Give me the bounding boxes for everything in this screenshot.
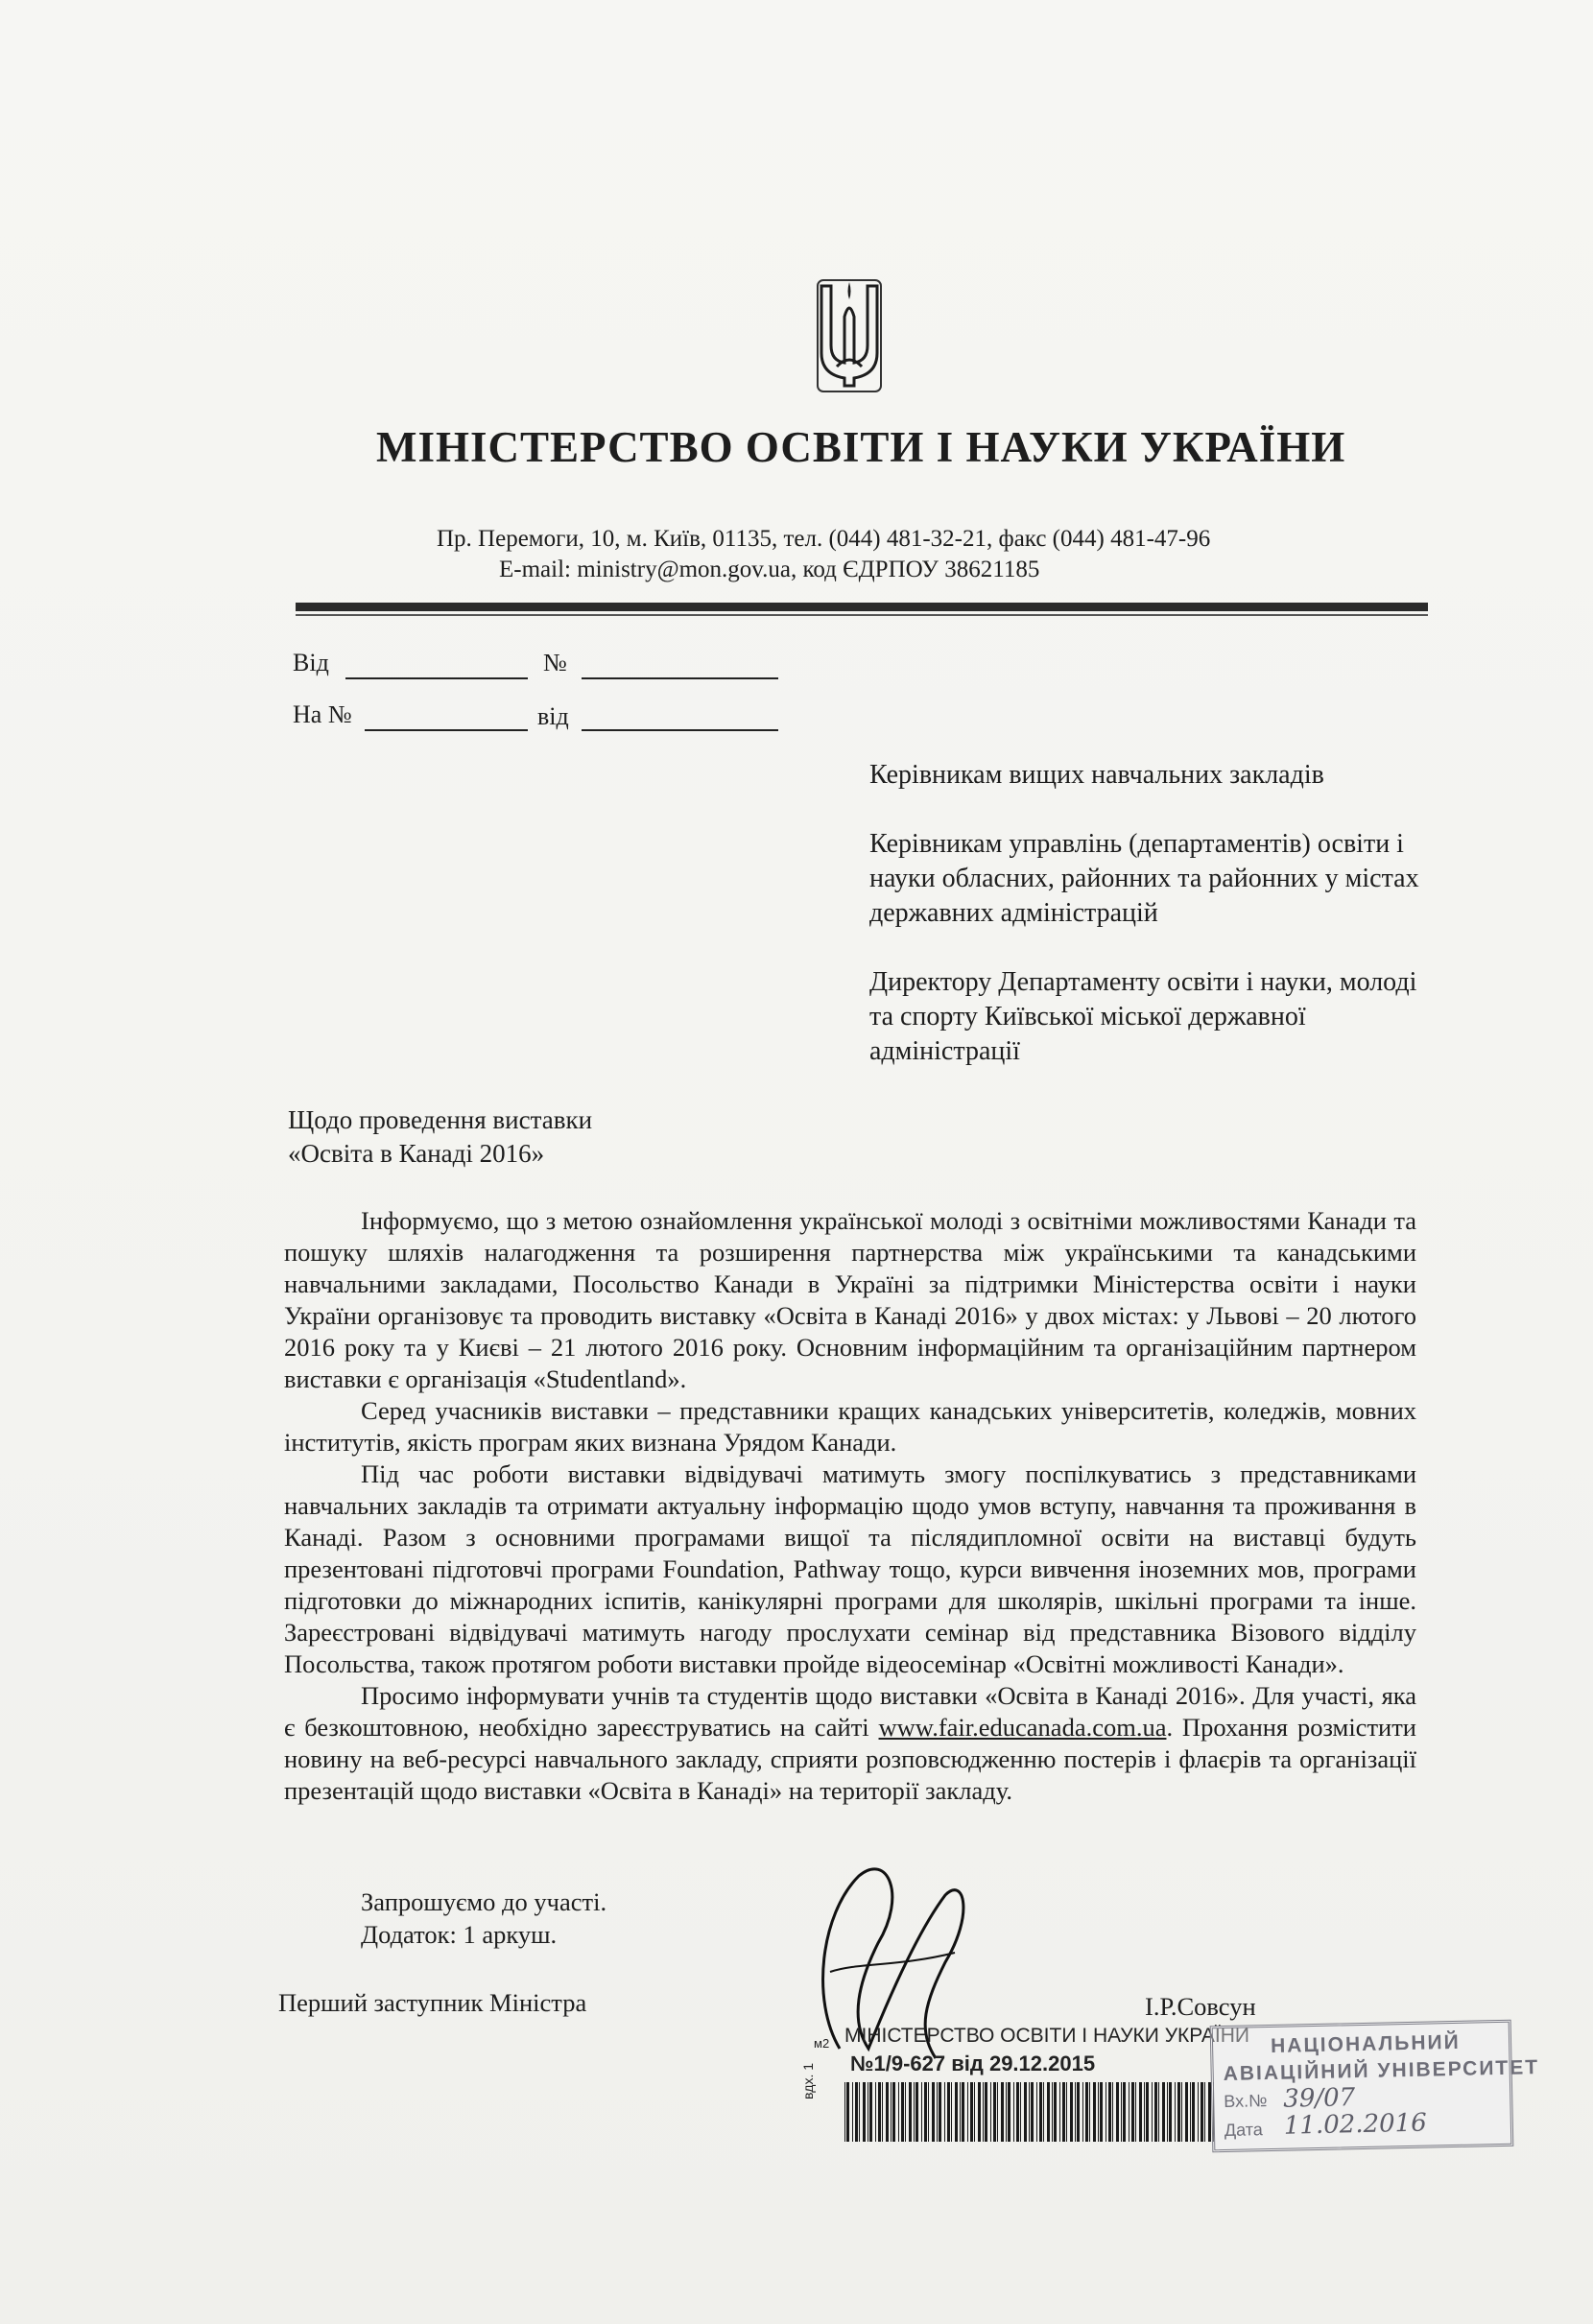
barcode-bar xyxy=(1135,2082,1136,2142)
barcode-bar xyxy=(1059,2082,1060,2142)
barcode-bar xyxy=(1175,2082,1176,2142)
barcode-bar xyxy=(1167,2082,1168,2142)
barcode-bar xyxy=(951,2082,952,2142)
recipient-2: Керівникам управлінь (департаментів) освіти і науки обласних, районних та районних у містах державних адміністрацій xyxy=(869,829,1419,928)
invitation-text: Запрошуємо до участі. xyxy=(361,1887,607,1916)
barcode-bar xyxy=(921,2082,922,2142)
barcode-bar xyxy=(1192,2082,1195,2142)
barcode-bar xyxy=(1062,2082,1065,2142)
barcode-bar xyxy=(863,2082,866,2142)
ref-number-label: На № xyxy=(293,700,352,728)
barcode-bar xyxy=(855,2082,858,2142)
barcode-bar xyxy=(924,2082,927,2142)
from-label: Від xyxy=(293,649,329,676)
barcode-bar xyxy=(1169,2082,1172,2142)
barcode-bar xyxy=(960,2082,961,2142)
barcode-bar xyxy=(993,2082,996,2142)
barcode-bar xyxy=(846,2082,849,2142)
barcode-bar xyxy=(1020,2082,1021,2142)
barcode-bar xyxy=(1185,2082,1188,2142)
registration-prefix: м2 xyxy=(814,2036,830,2051)
barcode-bar xyxy=(1089,2082,1090,2142)
barcode-bar xyxy=(937,2082,938,2142)
closing-block xyxy=(361,1885,606,1951)
barcode-bar xyxy=(1139,2082,1142,2142)
barcode-bar xyxy=(1201,2082,1203,2142)
barcode-bar xyxy=(1204,2082,1205,2142)
barcode-bar xyxy=(928,2082,929,2142)
header-divider xyxy=(296,603,1428,611)
address-line-1: Пр. Перемоги, 10, м. Київ, 01135, тел. (044) 481-32-21, факс (044) 481-47-96 xyxy=(437,526,1211,552)
barcode-bar xyxy=(1162,2082,1165,2142)
number-label: № xyxy=(543,649,567,676)
barcode-bar xyxy=(1006,2082,1007,2142)
recipient-1: Керівникам вищих навчальних закладів xyxy=(869,760,1324,790)
stamp-line-2: АВІАЦІЙНИЙ УНІВЕРСИТЕТ xyxy=(1223,2056,1540,2086)
stamp-date-label: Дата xyxy=(1224,2120,1263,2141)
subject-line-1: Щодо проведення виставки xyxy=(288,1105,593,1134)
body-paragraph-4-start: Просимо інформувати учнів та студентів щодо виставки «Освіта в Канаді 2016». Для участі, яка є безкоштовною, необхідно зареєструватись на сайті xyxy=(284,1681,1416,1742)
barcode-bar xyxy=(997,2082,998,2142)
barcode-bar xyxy=(905,2082,906,2142)
ref-date-label: від xyxy=(537,702,569,730)
body-paragraph-4 xyxy=(284,1680,1416,1807)
barcode-bar xyxy=(955,2082,958,2142)
barcode-bar xyxy=(1116,2082,1119,2142)
barcode-bar xyxy=(1066,2082,1067,2142)
barcode-bar xyxy=(1144,2082,1145,2142)
barcode-bar xyxy=(1052,2082,1053,2142)
registration-link[interactable]: www.fair.educanada.com.ua xyxy=(878,1713,1167,1742)
barcode-bar xyxy=(1047,2082,1050,2142)
barcode-bar xyxy=(1112,2082,1113,2142)
barcode-bar xyxy=(1121,2082,1122,2142)
body-paragraph-3: Під час роботи виставки відвідувачі матимуть змогу поспілкуватись з представниками навчальних закладів та отримати актуальну інформацію щодо умов вступу, навчання та проживання в Канаді. Разом з основними програмами вищої та післядипломної освіти на виставці будуть презентовані підготовчі програми Foundation, Pathway тощо, курси вивчення іноземних мов, програми підготовки до міжнародних іспитів, канікулярні програми для школярів, шкільні програми та інше. Зареєстровані відвідувачі матимуть нагоду прослухати семінар від представника Візового відділу Посольства, також протягом роботи виставки пройде відеосемінар «Освітні можливості Канади». xyxy=(284,1459,1416,1678)
barcode-bar xyxy=(882,2082,883,2142)
barcode-bar xyxy=(1024,2082,1027,2142)
letter-body xyxy=(284,1205,1416,1807)
barcode-bar xyxy=(1043,2082,1044,2142)
registration-number: №1/9-627 від 29.12.2015 xyxy=(850,2051,1096,2075)
barcode-bar xyxy=(1198,2082,1199,2142)
barcode-bar xyxy=(1154,2082,1157,2142)
address-line-2: E-mail: ministry@mon.gov.ua, код ЄДРПОУ 38621185 xyxy=(499,557,1040,582)
ref-date-line xyxy=(582,729,778,731)
barcode-bar xyxy=(901,2082,904,2142)
recipients-block xyxy=(869,758,1445,1103)
barcode-bar xyxy=(1181,2082,1182,2142)
attachment-text: Додаток: 1 аркуш. xyxy=(361,1920,558,1949)
barcode-bar xyxy=(859,2082,860,2142)
barcode-bar xyxy=(1108,2082,1111,2142)
number-line xyxy=(582,677,778,679)
barcode-bar xyxy=(1082,2082,1083,2142)
barcode-bar xyxy=(909,2082,912,2142)
barcode-bar xyxy=(878,2082,881,2142)
barcode-bar xyxy=(914,2082,915,2142)
barcode-bar xyxy=(869,2082,872,2142)
barcode-bar xyxy=(1158,2082,1159,2142)
subject-block xyxy=(288,1103,592,1171)
barcode-bar xyxy=(970,2082,973,2142)
barcode-bar xyxy=(1123,2082,1126,2142)
registration-ministry: МІНІСТЕРСТВО ОСВІТИ І НАУКИ УКРАЇНИ xyxy=(844,2025,1249,2047)
barcode-bar xyxy=(1001,2082,1004,2142)
barcode-bar xyxy=(1093,2082,1096,2142)
barcode-bar xyxy=(1100,2082,1103,2142)
barcode-bar xyxy=(1036,2082,1037,2142)
barcode-bar xyxy=(1016,2082,1019,2142)
barcode-bar xyxy=(1131,2082,1134,2142)
barcode-bar xyxy=(1029,2082,1030,2142)
barcode-bar xyxy=(875,2082,876,2142)
body-paragraph-2: Серед учасників виставки – представники кращих канадських університетів, коледжів, мовних інститутів, якість програм яких визнана Урядом Канади. xyxy=(284,1396,1416,1457)
signer-name: І.Р.Совсун xyxy=(1145,1992,1256,2021)
barcode-bar xyxy=(1054,2082,1057,2142)
barcode-bar xyxy=(944,2082,945,2142)
stamp-line-1: НАЦІОНАЛЬНИЙ xyxy=(1270,2030,1461,2057)
barcode-bar xyxy=(939,2082,941,2142)
barcode-bar xyxy=(1013,2082,1014,2142)
barcode-bar xyxy=(1085,2082,1088,2142)
barcode-bar xyxy=(967,2082,968,2142)
recipient-3: Директору Департаменту освіти і науки, молоді та спорту Київської міської державної адміністрації xyxy=(869,967,1417,1066)
incoming-stamp xyxy=(1210,2020,1540,2153)
ukraine-trident-icon xyxy=(816,278,883,393)
from-date-line xyxy=(345,677,528,679)
barcode-bar xyxy=(1039,2082,1042,2142)
barcode-bar xyxy=(886,2082,889,2142)
barcode-bar xyxy=(947,2082,950,2142)
barcode-bar xyxy=(985,2082,987,2142)
barcode-bar xyxy=(1070,2082,1073,2142)
barcode-bar xyxy=(974,2082,975,2142)
barcode-bar xyxy=(915,2082,918,2142)
barcode-bar xyxy=(852,2082,853,2142)
barcode xyxy=(844,2082,1214,2142)
header-divider-thin xyxy=(296,614,1428,616)
barcode-bar xyxy=(1008,2082,1010,2142)
subject-line-2: «Освіта в Канаді 2016» xyxy=(288,1139,545,1168)
signer-title: Перший заступник Міністра xyxy=(278,1988,587,2017)
barcode-bar xyxy=(892,2082,895,2142)
stamp-in-value: 39/07 xyxy=(1282,2083,1356,2114)
barcode-bar xyxy=(898,2082,899,2142)
barcode-bar xyxy=(1177,2082,1180,2142)
barcode-bar xyxy=(1152,2082,1153,2142)
barcode-bar xyxy=(891,2082,892,2142)
body-paragraph-1: Інформуємо, що з метою ознайомлення української молоді з освітніми можливостями Канади та пошуку шляхів налагодження та розширення партнерства між українськими та канадськими навчальними закладами, Посольство Канади в Україні за підтримки Міністерства освіти і науки України організовує та проводить виставку «Освіта в Канаді 2016» у двох містах: у Львові – 20 лютого 2016 року та у Києві – 21 лютого 2016 року. Основним інформаційним та організаційним партнером виставки є організація «Studentland». xyxy=(284,1206,1416,1393)
stamp-in-label: Вх.№ xyxy=(1224,2091,1268,2112)
stamp-date-value: 11.02.2016 xyxy=(1283,2108,1428,2141)
barcode-bar xyxy=(844,2082,845,2142)
barcode-bar xyxy=(1075,2082,1076,2142)
barcode-bar xyxy=(962,2082,964,2142)
barcode-bar xyxy=(1098,2082,1099,2142)
barcode-bar xyxy=(983,2082,984,2142)
barcode-bar xyxy=(990,2082,991,2142)
barcode-bar xyxy=(1190,2082,1191,2142)
barcode-bar xyxy=(1077,2082,1080,2142)
body-paragraph-4-end: . Прохання розмістити новину на веб-ресурсі навчального закладу, сприяти розповсюдженню постерів і флаєрів та організації презентацій щодо виставки «Освіта в Канаді» на території закладу. xyxy=(284,1713,1416,1805)
barcode-bar xyxy=(932,2082,935,2142)
barcode-bar xyxy=(1031,2082,1034,2142)
ministry-title: МІНІСТЕРСТВО ОСВІТИ І НАУКИ УКРАЇНИ xyxy=(376,423,1346,471)
barcode-bar xyxy=(1146,2082,1149,2142)
ref-number-line xyxy=(365,729,528,731)
registration-vertical-label: вдх. 1 xyxy=(800,2062,816,2099)
barcode-bar xyxy=(978,2082,981,2142)
